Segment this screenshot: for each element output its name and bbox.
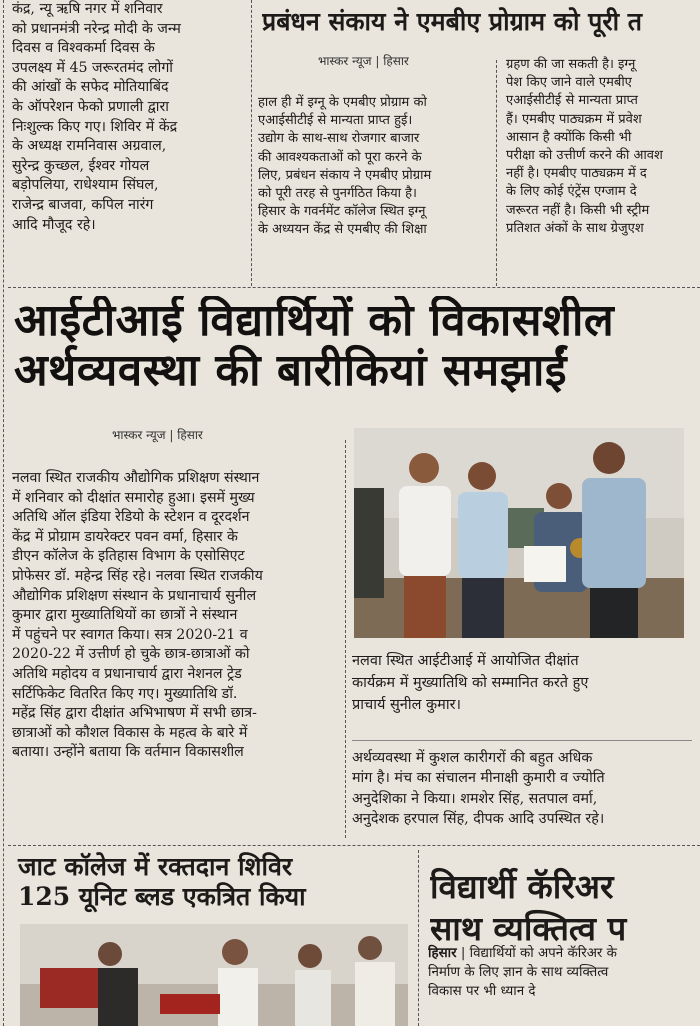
article-line: लिए, प्रबंधन संकाय ने एमबीए प्रोग्राम	[258, 167, 432, 183]
article-line: की आवश्यकताओं को पूरा करने के	[258, 149, 422, 165]
dateline: हिसार	[428, 945, 457, 961]
mba-headline: प्रबंधन संकाय ने एमबीए प्रोग्राम को पूरी त	[262, 7, 643, 36]
article-line: उपलक्ष्य में 45 जरूरतमंद लोगों	[12, 59, 173, 76]
article-line-text: | विद्यार्थियों को अपने कॅरिअर के	[460, 946, 617, 961]
career-body	[428, 944, 700, 1001]
article-line: अनुदेशिका ने किया। शमशेर सिंह, सतपाल वर्मा,	[352, 790, 598, 807]
article-line: बताया। उन्होंने बताया कि वर्तमान विकासशील	[12, 744, 244, 761]
article-line: में पहुंचने पर स्वागत किया। सत्र 2020-21 व	[12, 626, 248, 643]
caption-line: कार्यक्रम में मुख्यातिथि को सम्मानित करते हुए	[352, 675, 589, 691]
article-line: केंद्र में प्रोग्राम डायरेक्टर पवन वर्मा, हिसार के	[12, 528, 238, 545]
article-line: उद्योग के साथ-साथ रोजगार बाजार	[258, 131, 420, 147]
article-line: में शनिवार को दीक्षांत समारोह हुआ। इसमें मुख्य	[12, 489, 255, 506]
photo-caption	[352, 650, 692, 716]
article-line: के ऑपरेशन फेको प्रणाली द्वारा	[12, 98, 169, 115]
article-line: छात्राओं को कौशल विकास के महत्व के बारे में	[12, 724, 248, 741]
headline-line: अर्थव्यवस्था की बारीकियां समझाईं	[14, 345, 567, 396]
article-line: सर्टिफिकेट वितरित किए गए। मुख्यातिथि डॉ.	[12, 685, 238, 702]
iti-byline: भास्कर न्यूज | हिसार	[112, 428, 203, 442]
article-line: निःशुल्क किए गए। शिविर में केंद्र	[12, 118, 178, 135]
article-line: कुमार द्वारा मुख्यातिथियों का छात्रों ने संस्थान	[12, 607, 238, 624]
article-line: आसान है क्योंकि किसी भी	[506, 129, 632, 145]
article-line: के अध्यक्ष रामनिवास अग्रवाल,	[12, 138, 167, 155]
top-left-article	[12, 0, 248, 235]
career-headline	[430, 866, 700, 950]
article-line: ग्रहण की जा सकती है। इग्नू	[506, 57, 636, 72]
section-divider	[8, 845, 700, 846]
iti-headline	[14, 296, 700, 396]
iti-body	[12, 469, 338, 763]
article-line: विकास पर भी ध्यान दे	[428, 984, 536, 999]
article-line: एआईसीटीई से मान्यता प्राप्त हुई।	[258, 113, 413, 129]
caption-line: नलवा स्थित आईटीआई में आयोजित दीक्षांत	[352, 653, 579, 669]
section-divider	[8, 287, 700, 288]
article-line: 2020-22 में उत्तीर्ण हो चुके छात्र-छात्राओं को	[12, 646, 250, 663]
caption-divider	[352, 740, 692, 741]
jat-headline	[18, 852, 408, 912]
article-line: अतिथि ऑल इंडिया रेडियो के स्टेशन व दूरदर्शन	[12, 509, 250, 526]
article-line: हैं। एमबीए पाठ्यक्रम में प्रवेश	[506, 111, 642, 127]
article-line: राजेन्द्र बाजवा, कपिल नारंग	[12, 196, 154, 213]
article-line: की आंखों के सफेद मोतियाबिंद	[12, 79, 169, 96]
article-line: नहीं है। एमबीए पाठ्यक्रम में द	[506, 166, 647, 182]
column-divider	[418, 850, 419, 1026]
headline-line: विद्यार्थी कॅरिअर	[430, 867, 614, 906]
article-line: के लिए कोई एंट्रेंस एग्जाम दे	[506, 184, 637, 200]
headline-line: साथ व्यक्तित्व प	[430, 909, 627, 948]
column-divider	[345, 440, 346, 838]
article-line	[428, 944, 700, 963]
mba-column-2	[506, 56, 700, 238]
article-line: बड़ोपलिया, राधेश्याम सिंघल,	[12, 177, 159, 194]
article-line: हिसार के गवर्नमेंट कॉलेज स्थित इग्नू	[258, 204, 426, 220]
article-line: सुरेन्द्र कुच्छल, ईश्वर गोयल	[12, 157, 150, 174]
article-line: प्रोफेसर डॉ. महेन्द्र सिंह रहे। नलवा स्थित राजकीय	[12, 567, 263, 584]
article-line: निर्माण के लिए ज्ञान के साथ व्यक्तित्व	[428, 965, 609, 980]
article-line: के अध्ययन केंद्र से एमबीए की शिक्षा	[258, 222, 427, 238]
article-line: को प्रधानमंत्री नरेन्द्र मोदी के जन्म	[12, 20, 181, 37]
article-line: परीक्षा को उत्तीर्ण करने की आवश	[506, 148, 663, 164]
headline-line: 125 यूनिट ब्लड एकत्रित किया	[18, 882, 306, 911]
article-line: अर्थव्यवस्था में कुशल कारीगरों की बहुत अधिक	[352, 750, 593, 766]
article-line: आदि मौजूद रहे।	[12, 216, 96, 233]
column-divider	[496, 60, 497, 286]
mba-byline: भास्कर न्यूज | हिसार	[318, 54, 409, 68]
article-line: को पूरी तरह से पुनर्गठित किया है।	[258, 186, 417, 202]
article-line: हाल ही में इग्नू के एमबीए प्रोग्राम को	[258, 95, 427, 110]
article-line: दिवस व विश्वकर्मा दिवस के	[12, 40, 155, 57]
column-divider	[251, 0, 252, 286]
article-line: कंद्र, न्यू ऋषि नगर में शनिवार	[12, 1, 163, 17]
article-line: महेंद्र सिंह द्वारा दीक्षांत अभिभाषण में सभी छात्र-	[12, 705, 257, 722]
article-line: नलवा स्थित राजकीय औद्योगिक प्रशिक्षण संस्थान	[12, 470, 260, 486]
caption-line: प्राचार्य सुनील कुमार।	[352, 697, 462, 713]
article-line: पेश किए जाने वाले एमबीए	[506, 75, 632, 91]
article-line: अनुदेशक हरपाल सिंह, दीपक आदि उपस्थित रहे।	[352, 811, 605, 828]
page-edge-rule	[3, 0, 4, 1026]
article-line: जरूरत नहीं है। किसी भी स्ट्रीम	[506, 202, 650, 218]
article-line: मांग है। मंच का संचालन मीनाक्षी कुमारी व ज्योति	[352, 770, 605, 787]
article-line: एआईसीटीई से मान्यता प्राप्त	[506, 93, 638, 109]
article-line: औद्योगिक प्रशिक्षण संस्थान के प्रधानाचार्य सुनील	[12, 587, 257, 604]
ceremony-photo	[354, 428, 684, 638]
blood-donation-photo	[20, 924, 408, 1026]
iti-body-continued	[352, 748, 692, 830]
mba-column-1	[258, 94, 490, 240]
headline-line: आईटीआई विद्यार्थियों को विकासशील	[14, 296, 615, 346]
article-line: अतिथि महोदय व प्रधानाचार्य द्वारा नेशनल ट्रेड	[12, 665, 242, 682]
article-line: डीएन कॉलेज के इतिहास विभाग के एसोसिएट	[12, 548, 245, 565]
article-line: प्रतिशत अंकों के साथ ग्रेजुएश	[506, 220, 644, 236]
headline-line: जाट कॉलेज में रक्तदान शिविर	[18, 852, 293, 881]
